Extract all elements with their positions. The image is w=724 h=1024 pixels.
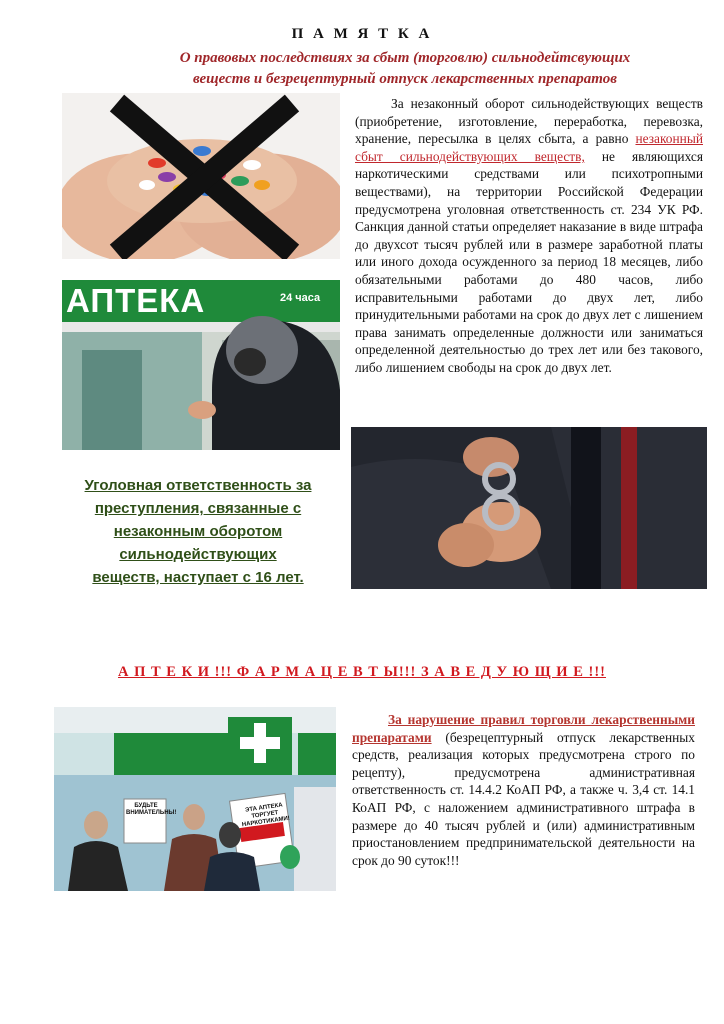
notice-line-5: веществ, наступает с 16 лет. [92,569,304,586]
section1-paragraph [355,95,703,377]
notice-line-2: преступления, связанные с [94,500,302,517]
section2-text-after: (безрецептурный отпуск лекарственных средств, реализация которых предусмотрена строго по рецепту), предусмотрена административная ответственность ст. 14.4.2 КоАП РФ, а также ч. 3,4 ст. 14.1 КоАП РФ, с наложением административного штрафа в размере до 40 тысяч рублей и (или) административным приостановлением предпринимательской деятельности на срок до 90 суток!!! [352,729,695,868]
section2-paragraph [352,711,695,869]
hours-sign-text: 24 часа [280,292,321,304]
subtitle-line-2: веществ и безрецептурный отпуск лекарственных препаратов [193,71,617,87]
pharmacy-sign-text: АПТЕКА [66,282,206,319]
section1-text-before: За незаконный оборот сильнодействующих веществ (приобретение, изготовление, переработка, перевозка, хранение, пересылка в целях сбыта, а равно [355,96,703,147]
notice-line-3: незаконным оборотом [113,523,283,540]
handcuffs-image [351,427,707,589]
document-subtitle [120,48,690,90]
section2-highlight: За нарушение правил торговли лекарственными препаратами [352,712,695,745]
pills-hands-image [62,93,340,259]
section1-text-after: не являющихся наркотическими средствами или психотропными веществами), на территории Российской Федерации предусмотрена уголовная ответственность ст. 234 УК РФ. Санкция данной статьи определяет наказание в виде штрафа до двухсот тысяч рублей или в размере заработной платы или иного дохода осужденного за период 18 месяцев, либо обязательными работами до 480 часов, либо исправительными работами до двух лет, либо принудительными работами на срок до двух лет с лишением права занимать определенные должности или заниматься определенной деятельностью до трех лет или без такового, либо лишением свободы на срок до двух лет. [355,148,703,375]
poster-2-text: ЭТА АПТЕКА ТОРГУЕТ НАРКОТИКАМИ! [241,802,291,829]
poster-1-text: БУДЬТЕ ВНИМАТЕЛЬНЫ! [126,803,177,816]
section1-highlight: незаконный сбыт сильнодействующих веществ, [355,131,703,164]
age-responsibility-notice [48,474,348,589]
notice-line-4: сильнодействующих [119,546,277,563]
pharmacy-buyer-image [62,280,340,450]
notice-line-1: Уголовная ответственность за [84,477,312,494]
pharmacy-protest-image [54,707,336,891]
subtitle-line-1: О правовых последствиях за сбыт (торговлю) сильнодейтсвующих [179,50,631,66]
document-title: П А М Я Т К А [291,26,433,42]
pharmacies-heading: А П Т Е К И !!! Ф А Р М А Ц Е В Т Ы!!! З А В Е Д У Ю Щ И Е !!! [118,664,606,680]
